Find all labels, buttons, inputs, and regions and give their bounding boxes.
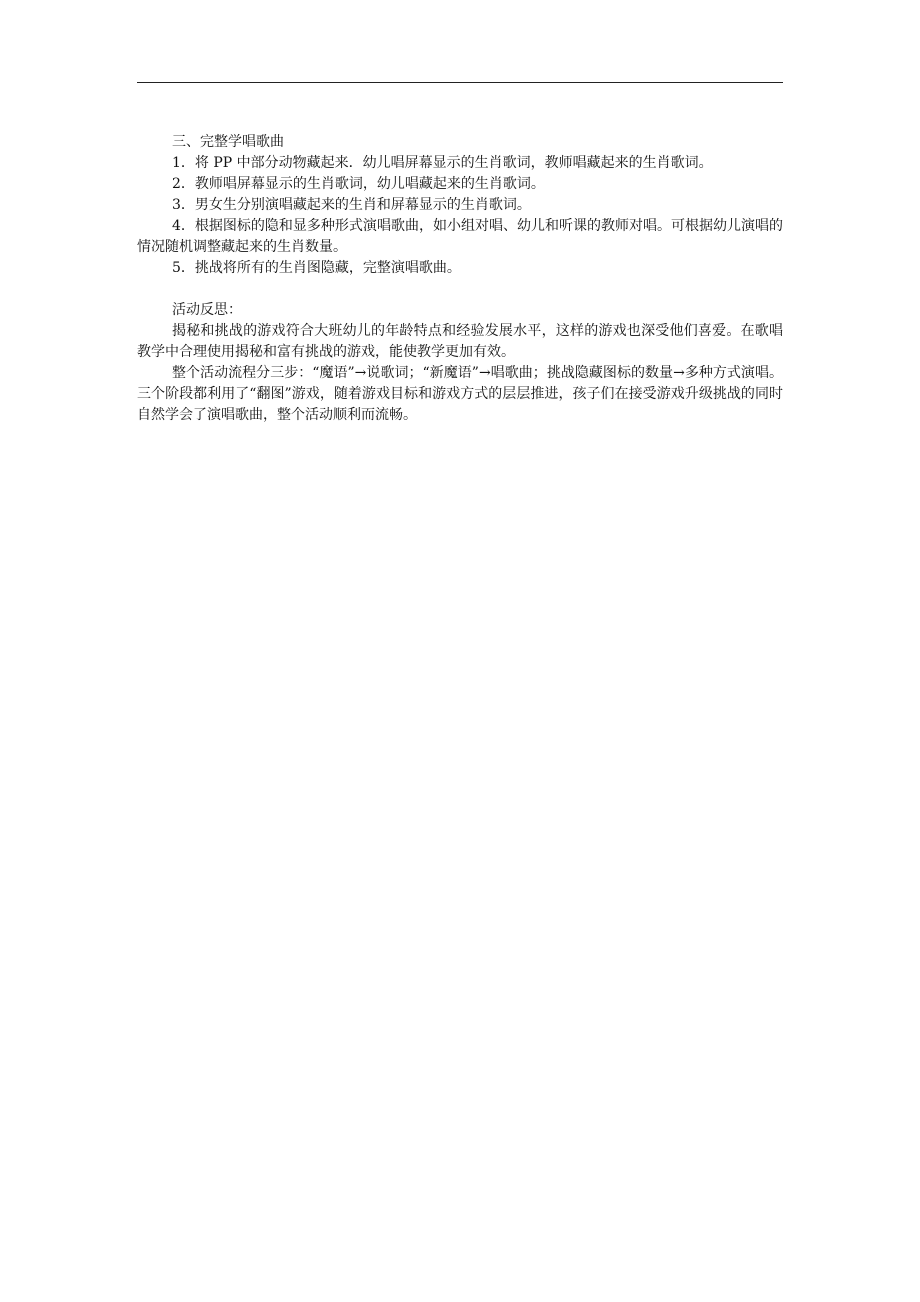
step-item-4: 4．根据图标的隐和显多种形式演唱歌曲，如小组对唱、幼儿和听课的教师对唱。可根据幼儿演唱的情况随机调整藏起来的生肖数量。 (137, 218, 783, 255)
header-rule (137, 82, 783, 83)
paragraph-gap (137, 279, 783, 300)
reflection-paragraph-1: 揭秘和挑战的游戏符合大班幼儿的年龄特点和经验发展水平，这样的游戏也深受他们喜爱。在歌唱教学中合理使用揭秘和富有挑战的游戏，能使教学更加有效。 (137, 323, 783, 360)
step-item-5: 5．挑战将所有的生肖图隐藏，完整演唱歌曲。 (172, 260, 461, 276)
reflection-heading: 活动反思： (172, 302, 242, 318)
step-item-2: 2．教师唱屏幕显示的生肖歌词，幼儿唱藏起来的生肖歌词。 (172, 176, 545, 192)
reflection-paragraph-2: 整个活动流程分三步：“魔语”→说歌词；“新魔语”→唱歌曲；挑战隐藏图标的数量→多种方式演唱。三个阶段都利用了“翻图”游戏，随着游戏目标和游戏方式的层层推进，孩子们在接受游戏升级挑战的同时自然学会了演唱歌曲，整个活动顺利而流畅。 (137, 365, 783, 423)
step-item-3: 3．男女生分别演唱藏起来的生肖和屏幕显示的生肖歌词。 (172, 197, 531, 213)
section-heading: 三、完整学唱歌曲 (172, 134, 284, 150)
document-body (137, 132, 783, 426)
step-item-1: 1．将 PP 中部分动物藏起来．幼儿唱屏幕显示的生肖歌词，教师唱藏起来的生肖歌词。 (172, 155, 713, 171)
